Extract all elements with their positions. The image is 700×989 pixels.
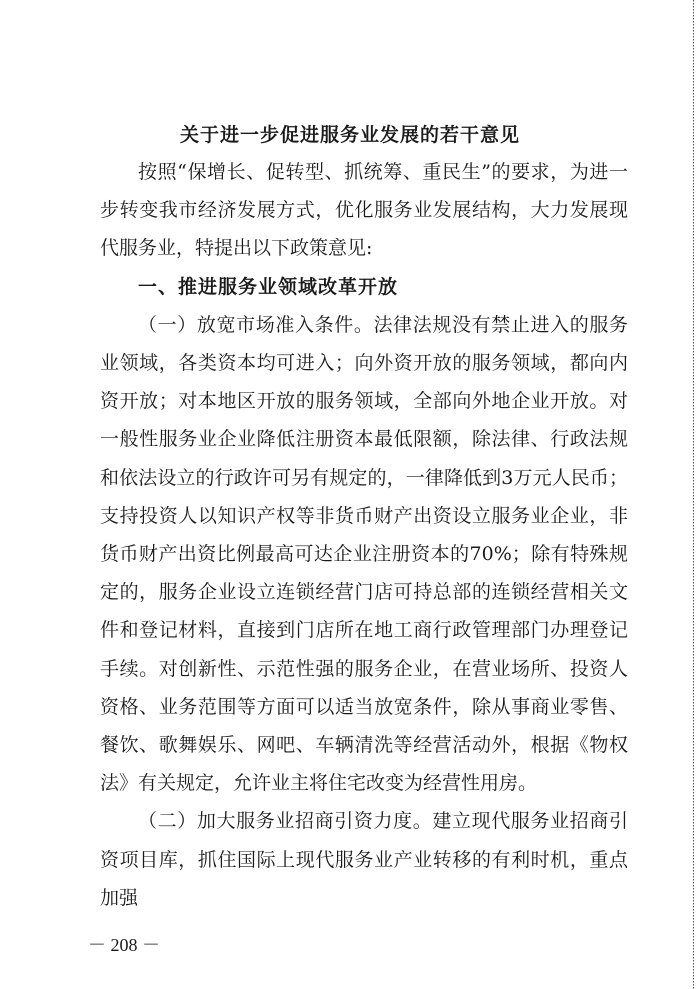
page-number: － 208 － <box>88 935 160 955</box>
paragraph-investment-attraction: （二）加大服务业招商引资力度。建立现代服务业招商引资项目库，抓住国际上现代服务业产业转移的有利时机，重点加强 <box>100 810 628 909</box>
section-heading: 一、推进服务业领域改革开放 <box>138 275 399 298</box>
intro-paragraph: 按照“保增长、促转型、抓统筹、重民生”的要求，为进一步转变我市经济发展方式，优化服务业发展结构，大力发展现代服务业，特提出以下政策意见: <box>100 161 628 260</box>
document-body <box>100 153 628 917</box>
document-title: 关于进一步促进服务业发展的若干意见 <box>179 124 520 146</box>
paragraph-market-access: （一）放宽市场准入条件。法律法规没有禁止进入的服务业领域，各类资本均可进入；向外资开放的服务领域，都向内资开放；对本地区开放的服务领域，全部向外地企业开放。对一般性服务业企业降低注册资本最低限额，除法律、行政法规和依法设立的行政许可另有规定的，一律降低到3万元人民币；支持投资人以知识产权等非货币财产出资设立服务业企业，非货币财产出资比例最高可达企业注册资本的70%；除有特殊规定的，服务企业设立连锁经营门店可持总部的连锁经营相关文件和登记材料，直接到门店所在地工商行政管理部门办理登记手续。对创新性、示范性强的服务企业，在营业场所、投资人资格、业务范围等方面可以适当放宽条件，除从事商业零售、餐饮、歌舞娱乐、网吧、车辆清洗等经营活动外，根据《物权法》有关规定，允许业主将住宅改变为经营性用房。 <box>100 313 628 795</box>
page-edge-dotted-line <box>693 0 694 989</box>
